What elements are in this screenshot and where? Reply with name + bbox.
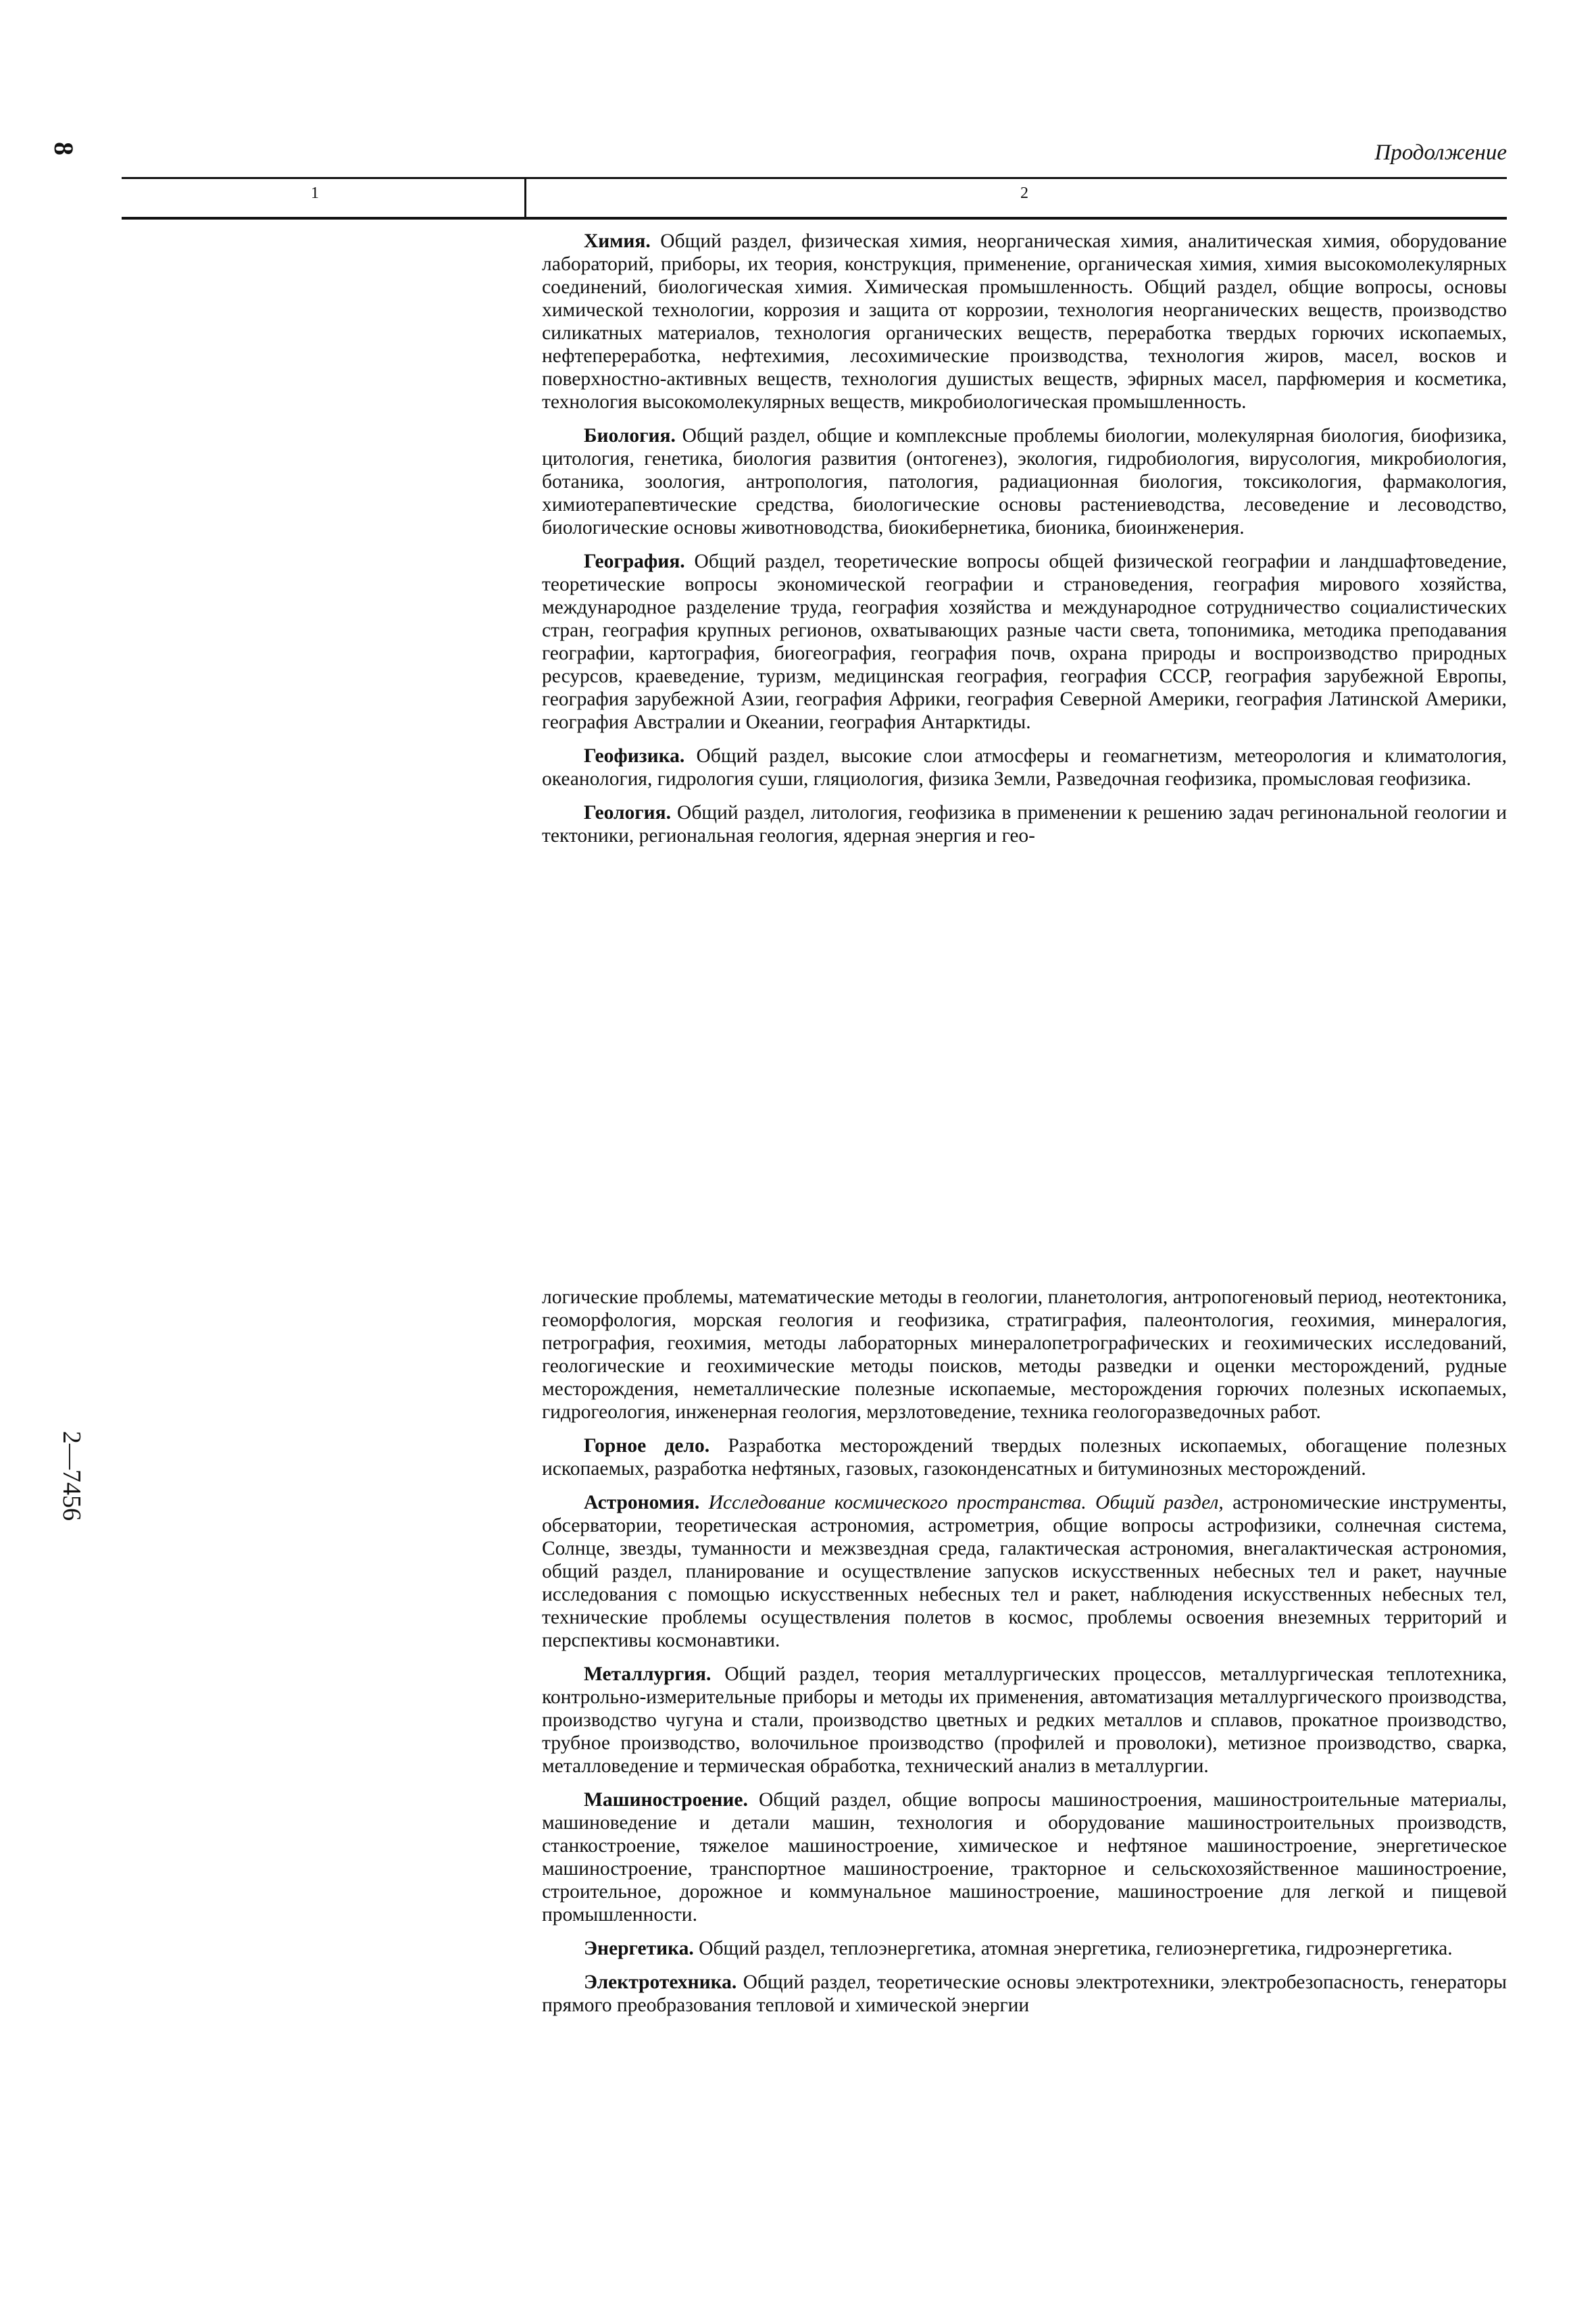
- section-text: Общий раздел, теоретические вопросы общей физической географии и ландшафтоведение, теоретические вопросы экономической географии и страноведения, география мирового хозяйства, международное разделение труда, география хозяйства и международное сотрудничество социалистических стран, география крупных регионов, охватывающих разные части света, топонимика, методика преподавания географии, картография, биогеография, география почв, охрана природы и воспроизводство природных ресурсов, краеведение, туризм, медицинская география, география СССР, география зарубежной Европы, география зарубежной Азии, география Африки, география Северной Америки, география Латинской Америки, география Австралии и Океании, география Антарктиды.: [542, 551, 1507, 733]
- section-heading: Биология.: [584, 425, 676, 447]
- section-text: Общий раздел, общие вопросы машиностроения, машиностроительные материалы, машиноведение и детали машин, технология и оборудование машиностроительных производств, станкостроение, тяжелое машиностроение, химическое и нефтяное машиностроение, энергетическое машиностроение, транспортное машиностроение, тракторное и сельскохозяйственное машиностроение, строительное, дорожное и коммунальное машиностроение, машиностроение для легкой и пищевой промышленности.: [542, 1789, 1507, 1926]
- table-header: [122, 177, 1507, 220]
- section-heading: География.: [584, 551, 685, 572]
- section-heading: Машиностроение.: [584, 1789, 748, 1811]
- column-2-label: 2: [1020, 184, 1028, 202]
- top-text-block: [542, 230, 1507, 858]
- section-energy: [542, 1937, 1507, 1960]
- section-mining: [542, 1434, 1507, 1480]
- section-mechanical-engineering: [542, 1788, 1507, 1926]
- section-text: Разработка месторождений твердых полезных ископаемых, обогащение полезных ископаемых, разработка нефтяных, газовых, газоконденсатных и битуминозных месторождений.: [542, 1435, 1507, 1480]
- section-text: Общий раздел, теория металлургических процессов, металлургическая теплотехника, контрольно-измерительные приборы и методы их применения, автоматизация металлургического производства, производство чугуна и стали, производство цветных и редких металлов и сплавов, прокатное производство, трубное производство, волочильное производство (профилей и проволоки), метизное производство, сварка, металловедение и термическая обработка, технический анализ в металлургии.: [542, 1663, 1507, 1777]
- column-1-label: 1: [311, 184, 319, 202]
- section-text: Общий раздел, общие и комплексные проблемы биологии, молекулярная биология, биофизика, цитология, генетика, биология развития (онтогенез), экология, гидробиология, вирусология, микробиология, ботаника, зоология, антропология, патология, радиационная биология, токсикология, фармакология, химиотерапевтические средства, биологические основы растениеводства, лесоведение и лесоводство, биологические основы животноводства, биокибернетика, бионика, биоинженерия.: [542, 425, 1507, 538]
- running-head: Продолжение: [1374, 141, 1507, 165]
- section-heading: Астрономия.: [584, 1492, 700, 1513]
- section-heading: Химия.: [584, 230, 651, 252]
- section-geography: [542, 550, 1507, 734]
- page-number: 8: [49, 142, 79, 155]
- section-text: Общий раздел, теплоэнергетика, атомная энергетика, гелиоэнергетика, гидроэнергетика.: [699, 1938, 1453, 1959]
- signature-mark: 2—7456: [57, 1431, 86, 1521]
- section-astronomy: [542, 1491, 1507, 1652]
- section-geology: [542, 801, 1507, 847]
- section-biology: [542, 424, 1507, 539]
- section-heading: Энергетика.: [584, 1938, 694, 1959]
- section-text: астрономические инструменты, обсерватории, теоретическая астрономия, астрометрия, общие вопросы астрофизики, солнечная система, Солнце, звезды, туманности и межзвездная среда, галактическая астрономия, внегалактическая астрономия, общий раздел, планирование и осуществление запусков искусственных небесных тел и ракет, научные исследования с помощью искусственных небесных тел и ракет, наблюдения искусственных небесных тел, технические проблемы осуществления полетов в космос, проблемы освоения внеземных территорий и перспективы космонавтики.: [542, 1492, 1507, 1651]
- section-text: Общий раздел, высокие слои атмосферы и геомагнетизм, метеорология и климатология, океанология, гидрология суши, гляциология, физика Земли, Разведочная геофизика, промысловая геофизика.: [542, 745, 1507, 790]
- section-electrical-engineering: [542, 1971, 1507, 2017]
- section-text: Общий раздел, физическая химия, неорганическая химия, аналитическая химия, оборудование лабораторий, приборы, их теория, конструкция, применение, органическая химия, химия высокомолекулярных соединений, биологическая химия. Химическая промышленность. Общий раздел, общие вопросы, основы химической технологии, коррозия и защита от коррозии, технология неорганических веществ, производство силикатных материалов, технология органических веществ, переработка твердых горючих ископаемых, нефтепереработка, нефтехимия, лесохимические производства, технология жиров, масел, восков и поверхностно-активных веществ, технология душистых веществ, эфирных масел, парфюмерия и косметика, технология высокомолекулярных веществ, микробиологическая промышленность.: [542, 230, 1507, 413]
- section-text: Общий раздел, литология, геофизика в применении к решению задач регинональной геологии и тектоники, региональная геология, ядерная энергия и гео-: [542, 802, 1507, 847]
- bottom-text-block: [542, 1286, 1507, 2028]
- column-divider: [524, 179, 526, 217]
- section-chemistry: [542, 230, 1507, 413]
- section-heading: Горное дело.: [584, 1435, 710, 1457]
- geology-continuation: [542, 1286, 1507, 1424]
- section-metallurgy: [542, 1663, 1507, 1778]
- section-subtitle: Исследование космического пространства. Общий раздел,: [708, 1492, 1224, 1513]
- section-heading: Металлургия.: [584, 1663, 712, 1685]
- section-heading: Электротехника.: [584, 1971, 737, 1993]
- section-heading: Геофизика.: [584, 745, 685, 767]
- section-heading: Геология.: [584, 802, 672, 824]
- section-text: Общий раздел, теоретические основы электротехники, электробезопасность, генераторы прямого преобразования тепловой и химической энергии: [542, 1971, 1507, 2016]
- section-geophysics: [542, 745, 1507, 790]
- section-text: логические проблемы, математические методы в геологии, планетология, антропогеновый период, неотектоника, геоморфология, морская геология и геофизика, стратиграфия, палеонтология, геохимия, минералогия, петрография, геохимия, методы лабораторных минералопетрографических и геохимических исследований, геологические и геохимические методы поисков, методы разведки и оценки месторождений, рудные месторождения, неметаллические полезные ископаемые, месторождения горючих полезных ископаемых, гидрогеология, инженерная геология, мерзлотоведение, техника геологоразведочных работ.: [542, 1286, 1507, 1423]
